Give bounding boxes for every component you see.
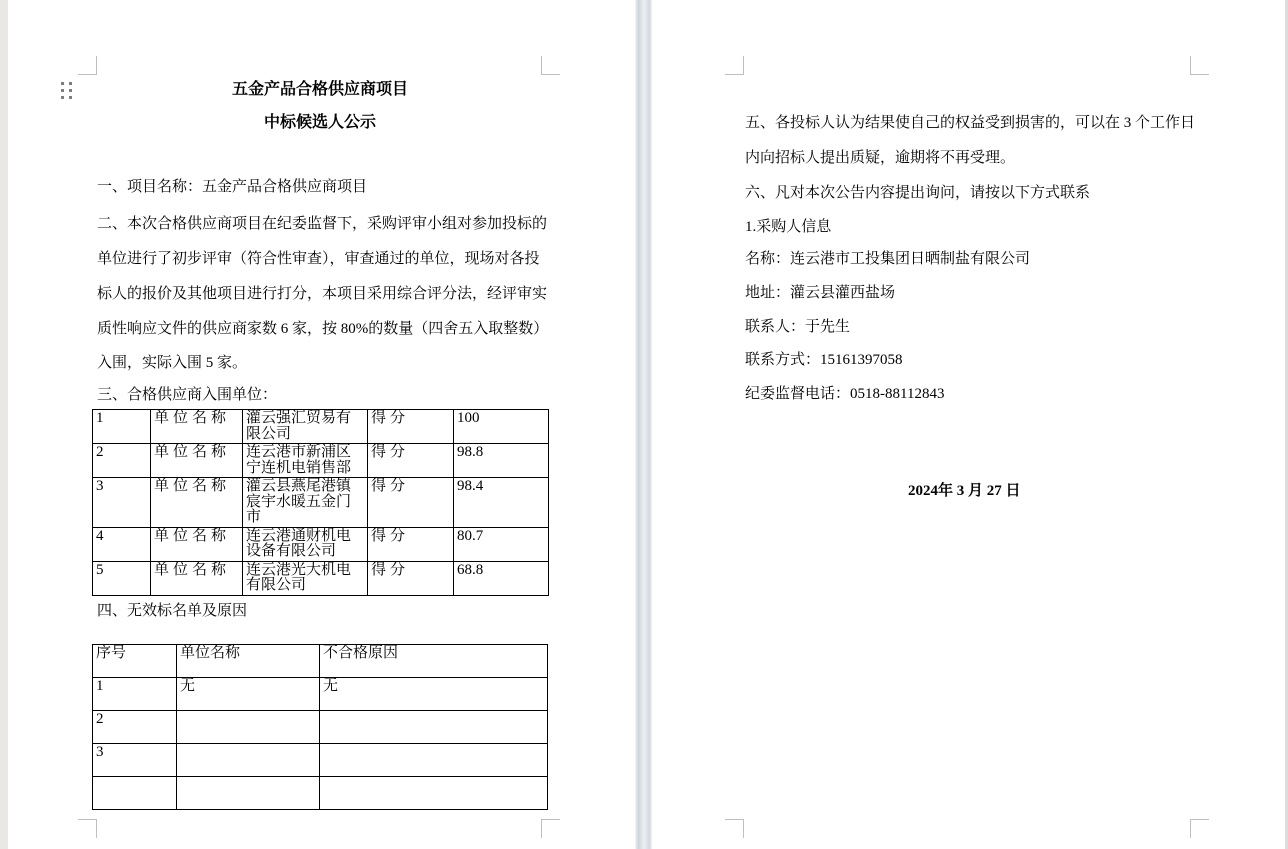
supervision-phone-line: 纪委监督电话：0518-88112843 — [745, 386, 945, 402]
margin-mark-icon — [1190, 819, 1209, 838]
paragraph-item5-line: 五、各投标人认为结果使自己的权益受到损害的，可以在 3 个工作日 — [745, 115, 1196, 131]
winners-table — [92, 409, 549, 596]
paragraph-item6: 六、凡对本次公告内容提出询问，请按以下方式联系 — [745, 185, 1091, 201]
header-cell: 序号 — [93, 645, 177, 678]
score-cell: 98.4 — [454, 478, 549, 528]
company-cell — [177, 744, 320, 777]
buyer-info-heading: 1.采购人信息 — [745, 219, 832, 235]
invalid-table-row — [93, 678, 548, 711]
score-cell: 100 — [454, 410, 549, 444]
paragraph-item2-line: 入围，实际入围 5 家。 — [97, 355, 248, 371]
rank-cell: 3 — [93, 478, 151, 528]
paragraph-item2-line: 二、本次合格供应商项目在纪委监督下，采购评审小组对参加投标的 — [97, 216, 548, 232]
header-cell: 不合格原因 — [320, 645, 548, 678]
company-cell: 灌云强汇贸易有限公司 — [243, 410, 368, 444]
margin-mark-icon — [725, 56, 744, 75]
reason-cell: 无 — [320, 678, 548, 711]
label-cell: 单位名称 — [151, 478, 243, 528]
company-cell: 连云港市新浦区宁连机电销售部 — [243, 444, 368, 478]
score-cell: 98.8 — [454, 444, 549, 478]
left-window-edge — [0, 0, 8, 849]
winners-table-row — [93, 478, 549, 528]
margin-mark-icon — [541, 819, 560, 838]
seq-cell: 2 — [93, 711, 177, 744]
buyer-name-line: 名称：连云港市工投集团日晒制盐有限公司 — [745, 251, 1031, 267]
doc-title: 五金产品合格供应商项目 — [231, 81, 408, 98]
winners-table-row — [93, 444, 549, 478]
buyer-address-line: 地址：灌云县灌西盐场 — [745, 285, 896, 301]
invalid-table-row — [93, 744, 548, 777]
rank-cell: 4 — [93, 527, 151, 561]
label-cell: 单位名称 — [151, 527, 243, 561]
score-cell: 80.7 — [454, 527, 549, 561]
winners-table-row — [93, 410, 549, 444]
header-cell: 单位名称 — [177, 645, 320, 678]
winners-table-row — [93, 561, 549, 595]
company-cell — [177, 711, 320, 744]
paragraph-item4: 四、无效标名单及原因 — [97, 603, 248, 619]
invalid-table-header-row — [93, 645, 548, 678]
company-cell: 连云港光大机电有限公司 — [243, 561, 368, 595]
label-cell: 单位名称 — [151, 561, 243, 595]
company-cell: 灌云县燕尾港镇宸宇水暖五金门市 — [243, 478, 368, 528]
seq-cell — [93, 777, 177, 810]
invalid-table-row — [93, 711, 548, 744]
label-cell: 得分 — [368, 410, 454, 444]
label-cell: 单位名称 — [151, 410, 243, 444]
rank-cell: 2 — [93, 444, 151, 478]
margin-mark-icon — [78, 819, 97, 838]
label-cell: 得分 — [368, 444, 454, 478]
margin-mark-icon — [1190, 56, 1209, 75]
margin-mark-icon — [725, 819, 744, 838]
margin-mark-icon — [541, 56, 560, 75]
paragraph-item3: 三、合格供应商入围单位： — [97, 387, 278, 403]
rank-cell: 5 — [93, 561, 151, 595]
reason-cell — [320, 777, 548, 810]
company-cell: 连云港通财机电设备有限公司 — [243, 527, 368, 561]
label-cell: 得分 — [368, 561, 454, 595]
seq-cell: 1 — [93, 678, 177, 711]
invalid-table — [92, 644, 548, 810]
label-cell: 单位名称 — [151, 444, 243, 478]
seq-cell: 3 — [93, 744, 177, 777]
doc-subtitle: 中标候选人公示 — [263, 114, 376, 131]
paragraph-item5-line: 内向招标人提出质疑，逾期将不再受理。 — [745, 150, 1016, 166]
date-line: 2024年 3 月 27 日 — [908, 483, 1021, 499]
label-cell: 得分 — [368, 527, 454, 561]
contact-phone-line: 联系方式：15161397058 — [745, 352, 903, 368]
rank-cell: 1 — [93, 410, 151, 444]
contact-person-line: 联系人：于先生 — [745, 319, 851, 335]
reason-cell — [320, 711, 548, 744]
company-cell — [177, 777, 320, 810]
paragraph-item2-line: 质性响应文件的供应商家数 6 家，按 80%的数量（四舍五入取整数） — [97, 321, 549, 337]
drag-handle-icon[interactable] — [61, 82, 72, 99]
margin-mark-icon — [78, 56, 97, 75]
paragraph-item1: 一、项目名称：五金产品合格供应商项目 — [97, 179, 368, 195]
paragraph-item2-line: 标人的报价及其他项目进行打分，本项目采用综合评分法，经评审实 — [97, 286, 548, 302]
company-cell: 无 — [177, 678, 320, 711]
label-cell: 得分 — [368, 478, 454, 528]
score-cell: 68.8 — [454, 561, 549, 595]
reason-cell — [320, 744, 548, 777]
invalid-table-row — [93, 777, 548, 810]
winners-table-row — [93, 527, 549, 561]
page-divider — [635, 0, 652, 849]
paragraph-item2-line: 单位进行了初步评审（符合性审查），审查通过的单位，现场对各投 — [97, 251, 540, 267]
